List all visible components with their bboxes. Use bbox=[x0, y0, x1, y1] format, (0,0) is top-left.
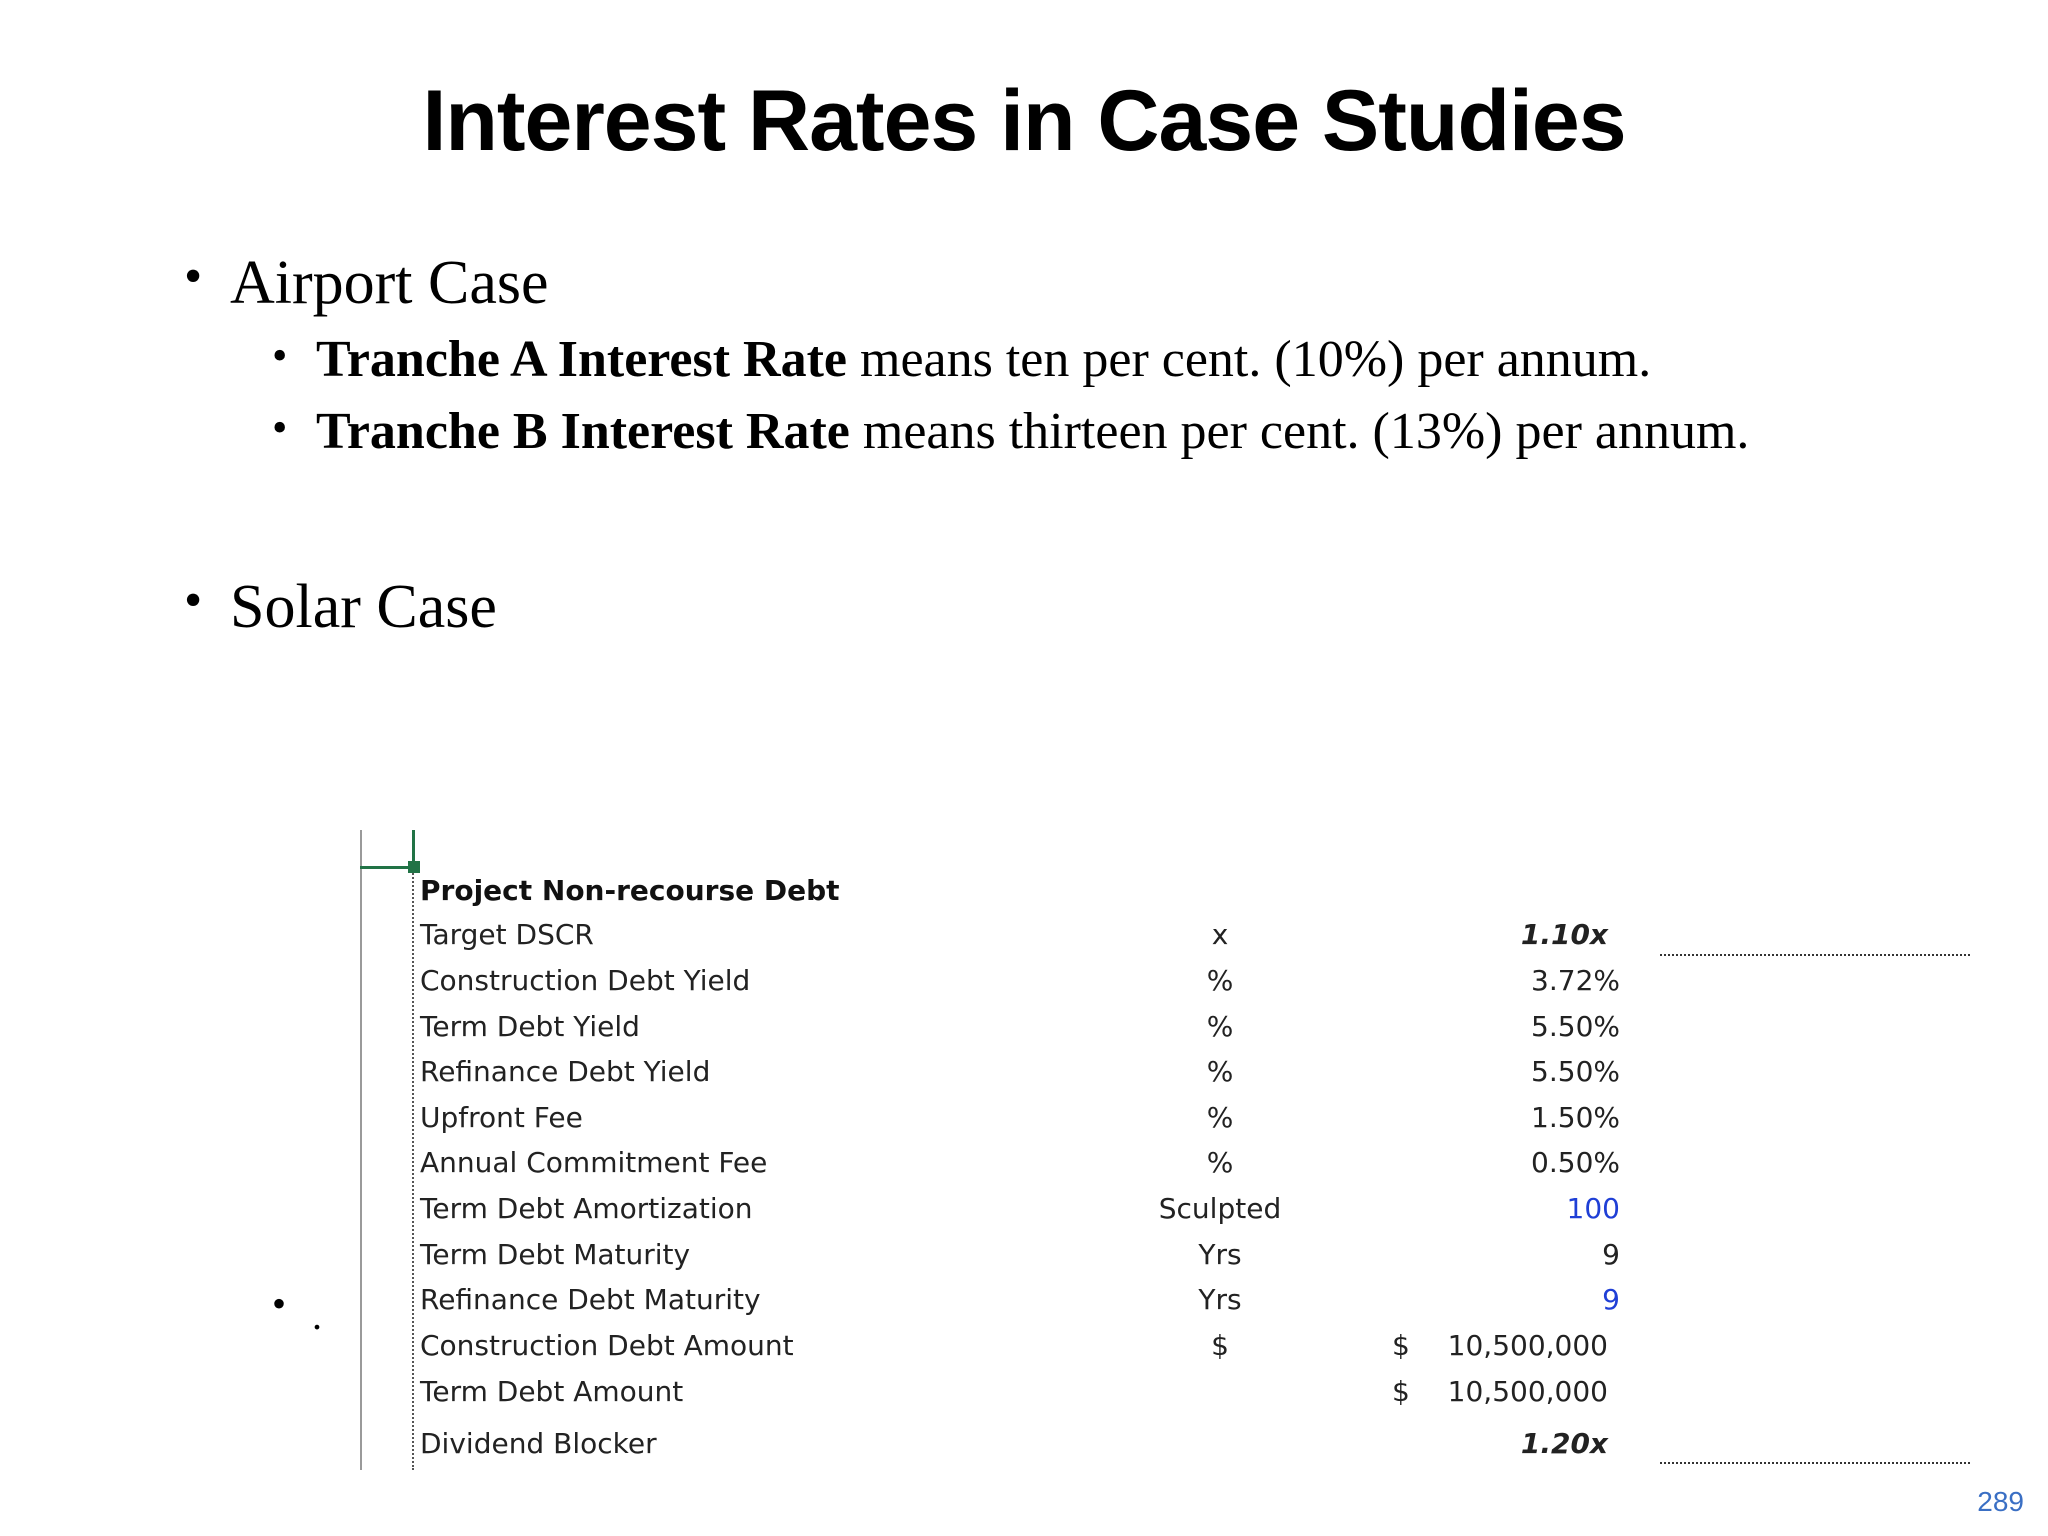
row-value[interactable]: 1.20x bbox=[1520, 1427, 1608, 1460]
currency-symbol: $ bbox=[1392, 1375, 1410, 1408]
table-row bbox=[420, 918, 1620, 962]
table-row bbox=[420, 1101, 1620, 1145]
tranche-b-definition: means thirteen per cent. (13%) per annum. bbox=[849, 403, 1750, 460]
row-value[interactable]: 5.50% bbox=[1531, 1055, 1620, 1088]
table-row bbox=[420, 1238, 1620, 1282]
row-label: Refinance Debt Maturity bbox=[420, 1283, 761, 1316]
row-unit: Yrs bbox=[1198, 1283, 1242, 1316]
row-label: Upfront Fee bbox=[420, 1101, 583, 1134]
grid-line bbox=[360, 830, 362, 1470]
bullet-text: Solar Case bbox=[230, 573, 497, 641]
bullet-dot: • bbox=[184, 572, 203, 629]
row-unit: Yrs bbox=[1198, 1238, 1242, 1271]
slide-title: Interest Rates in Case Studies bbox=[422, 73, 1626, 169]
row-value[interactable]: 10,500,000 bbox=[1447, 1329, 1608, 1362]
row-value[interactable]: 3.72% bbox=[1531, 964, 1620, 997]
row-value[interactable]: 10,500,000 bbox=[1447, 1375, 1608, 1408]
row-label: Annual Commitment Fee bbox=[420, 1146, 768, 1179]
row-label: Refinance Debt Yield bbox=[420, 1055, 711, 1088]
cell-border-dotted bbox=[412, 870, 414, 1470]
bullet-dot: • bbox=[272, 403, 288, 452]
row-unit: % bbox=[1206, 964, 1234, 997]
row-unit: % bbox=[1206, 1101, 1234, 1134]
cell-cursor bbox=[360, 866, 412, 869]
sheet-header-row bbox=[420, 874, 1620, 918]
row-value[interactable]: 9 bbox=[1602, 1238, 1620, 1271]
row-label: Term Debt Amortization bbox=[420, 1192, 753, 1225]
row-unit: % bbox=[1206, 1010, 1234, 1043]
row-value[interactable]: 5.50% bbox=[1531, 1010, 1620, 1043]
table-row bbox=[420, 1010, 1620, 1054]
row-label: Target DSCR bbox=[420, 918, 594, 951]
table-row bbox=[420, 1192, 1620, 1236]
fill-handle[interactable] bbox=[408, 861, 420, 873]
currency-symbol: $ bbox=[1392, 1329, 1410, 1362]
row-unit: % bbox=[1206, 1055, 1234, 1088]
row-unit: % bbox=[1206, 1146, 1234, 1179]
row-label: Term Debt Maturity bbox=[420, 1238, 691, 1271]
row-label: Term Debt Amount bbox=[420, 1375, 684, 1408]
tranche-b-term: Tranche B Interest Rate bbox=[316, 403, 850, 460]
tranche-a-term: Tranche A Interest Rate bbox=[316, 331, 847, 388]
table-row bbox=[420, 1146, 1620, 1190]
row-label: Construction Debt Amount bbox=[420, 1329, 794, 1362]
bullet-dot: • bbox=[184, 248, 203, 305]
page-number: 289 bbox=[1977, 1486, 2024, 1517]
row-value[interactable]: 100 bbox=[1566, 1192, 1620, 1225]
table-row bbox=[420, 1427, 1620, 1471]
row-label: Dividend Blocker bbox=[420, 1427, 657, 1460]
row-label: Term Debt Yield bbox=[420, 1010, 640, 1043]
row-label: Construction Debt Yield bbox=[420, 964, 751, 997]
bullet-dot: • bbox=[272, 1281, 287, 1326]
bullet-text: . bbox=[312, 1293, 322, 1338]
dotted-underline bbox=[1660, 954, 1970, 956]
row-unit: x bbox=[1211, 918, 1229, 951]
row-value[interactable]: 0.50% bbox=[1531, 1146, 1620, 1179]
row-unit: Sculpted bbox=[1158, 1192, 1282, 1225]
bullet-dot: • bbox=[272, 331, 288, 380]
table-row bbox=[420, 1375, 1620, 1419]
row-value[interactable]: 9 bbox=[1602, 1283, 1620, 1316]
table-row bbox=[420, 1283, 1620, 1327]
row-value[interactable]: 1.50% bbox=[1531, 1101, 1620, 1134]
tranche-a-definition: means ten per cent. (10%) per annum. bbox=[847, 331, 1652, 388]
row-unit: $ bbox=[1211, 1329, 1229, 1362]
dotted-underline bbox=[1660, 1462, 1970, 1464]
spreadsheet-excerpt bbox=[360, 830, 1630, 1470]
row-value[interactable]: 1.10x bbox=[1520, 918, 1608, 951]
table-row bbox=[420, 964, 1620, 1008]
sheet-header: Project Non-recourse Debt bbox=[420, 874, 840, 907]
bullet-text: Airport Case bbox=[230, 249, 549, 317]
table-row bbox=[420, 1055, 1620, 1099]
table-row bbox=[420, 1329, 1620, 1373]
